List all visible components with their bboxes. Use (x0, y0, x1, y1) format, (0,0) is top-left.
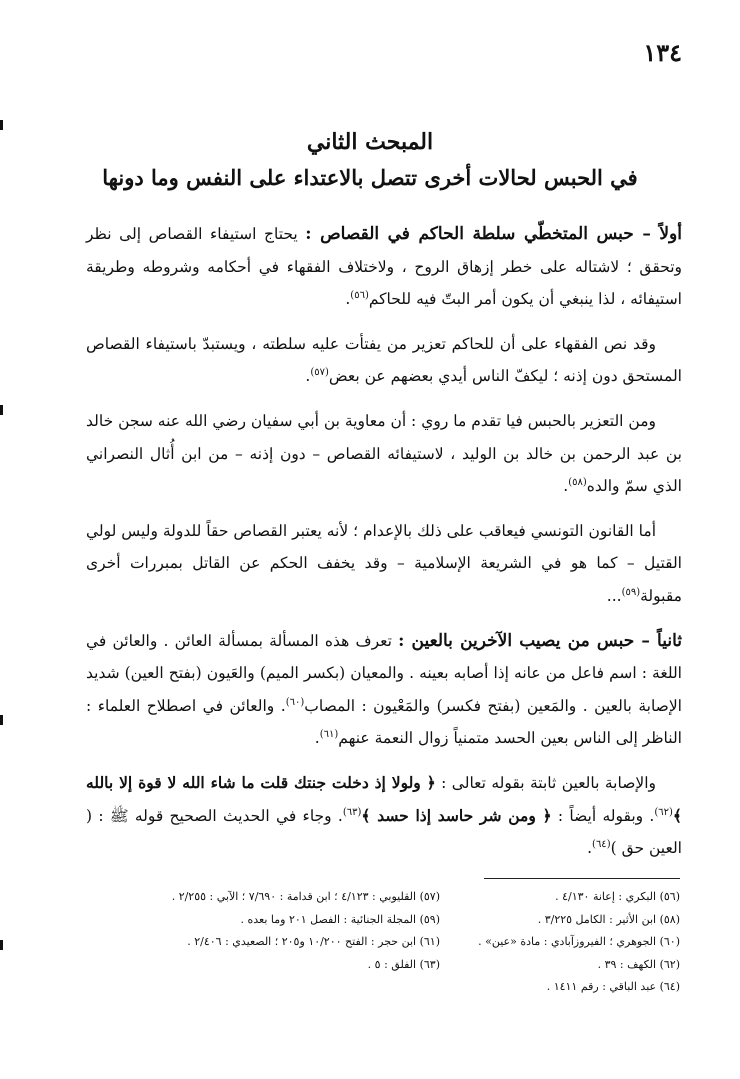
footnote-row (86, 886, 680, 909)
paragraph-1 (86, 218, 682, 316)
paragraph-5-heading: ثانياً – حبس من يصيب الآخرين بالعين : (398, 630, 682, 651)
quran-quote-2: ﴿ ومن شر حاسد إذا حسد ﴾ (361, 805, 552, 825)
quran-quote-1: ﴿ ولولا إذ دخلت جنتك قلت ما شاء الله لا قوة إلا بالله ﴾ (86, 772, 682, 825)
footnote-61: (٦١) ابن حجر : الفتح ١٠/٢٠٠ و٢٠٥ ؛ الصعيدي : ٢/٤٠٦ . (187, 935, 440, 948)
paragraph-5-body: تعرف هذه المسألة بمسألة العائن . والعائن في اللغة : اسم فاعل من عانه إذا أصابه بعينه . والمعيان (بكسر الميم) والعَيون (بفتح العين) شديد الإصابة بالعين . والمَعين (بفتح فكسر) والمَعْيون : المصاب (86, 631, 682, 715)
footnote-ref: (٦٠) (285, 696, 305, 708)
footnote-ref: (٦١) (319, 729, 339, 741)
section-title-line-2: في الحبس لحالات أخرى تتصل بالاعتداء على النفس وما دونها (102, 165, 638, 190)
paragraph-4-body: أما القانون التونسي فيعاقب على ذلك بالإعدام ؛ لأنه يعتبر القصاص حقاً للدولة وليس لولي القتيل – كما هو في الشريعة الإسلامية – وقد يخفف الحكم عن القاتل بمبررات أخرى مقبولة (86, 521, 682, 605)
footnote-ref: (٥٧) (310, 367, 329, 379)
paragraph-6-end: . (587, 839, 593, 858)
footnote-64: (٦٤) عبد الباقي : رقم ١٤١١ . (546, 980, 680, 993)
footnote-63: (٦٣) الفلق : ٥ . (367, 957, 440, 971)
scan-edge-mark (0, 120, 3, 130)
paragraph-2-end: . (305, 367, 311, 386)
paragraph-6 (86, 767, 682, 865)
footnote-58: (٥٨) ابن الأثير : الكامل ٣/٢٢٥ . (537, 912, 680, 926)
footnote-row (86, 954, 680, 977)
footnote-row (86, 931, 680, 954)
footnote-row (86, 976, 680, 999)
page-number: ١٣٤ (643, 38, 682, 67)
footnote-ref: (٥٩) (621, 586, 641, 598)
paragraph-4 (86, 515, 682, 613)
scan-edge-mark (0, 715, 3, 725)
footnote-ref: (٥٨) (568, 477, 587, 488)
paragraph-1-heading: أولاً – حبس المتخطّي سلطة الحاكم في القصاص : (305, 224, 682, 244)
paragraph-6-text-c: . وجاء في الحديث الصحيح قوله ﷺ : ( العين حق ) (86, 806, 682, 858)
paragraph-2 (86, 328, 682, 393)
footnote-57: (٥٧) القليوبي : ٤/١٢٣ ؛ ابن قدامة : ٧/٦٩٠ ؛ الآبي : ٢/٢٥٥ . (171, 890, 440, 903)
paragraph-5-end: . (314, 729, 320, 748)
footnote-ref: (٥٦) (350, 290, 369, 302)
footnote-row (86, 909, 680, 932)
paragraph-3 (86, 405, 682, 503)
footnotes (86, 886, 680, 999)
footnote-60: (٦٠) الجوهري ؛ الفيروزآبادي : مادة «عين» . (478, 935, 680, 948)
paragraph-5 (86, 625, 682, 755)
paragraph-2-body: وقد نص الفقهاء على أن للحاكم تعزير من يفتأت عليه سلطته ، ويستبدّ باستيفاء القصاص المستحق دون إذنه ؛ ليكفّ الناس أيدي بعضهم عن بعض (86, 334, 682, 386)
scan-edge-mark (0, 405, 3, 415)
footnote-ref: (٦٤) (592, 838, 611, 850)
footnote-59: (٥٩) المجلة الجنائية : الفصل ٢٠١ وما بعده . (240, 912, 440, 926)
footnote-divider (484, 878, 680, 879)
scan-edge-mark (0, 940, 3, 950)
paragraph-6-text-b: . وبقوله أيضاً : (551, 806, 655, 825)
paragraph-3-end: . (563, 477, 569, 496)
main-text (86, 218, 682, 877)
paragraph-1-body: يحتاج استيفاء القصاص إلى نظر وتحقق ؛ لاشتاله على خطر إزهاق الروح ، ولاختلاف الفقهاء في أحكامه وشروطه وطريقة استيفائه ، لذا ينبغي أن يكون أمر البتّ فيه للحاكم (86, 225, 682, 309)
section-title (60, 125, 680, 197)
paragraph-6-text-a: والإصابة بالعين ثابتة بقوله تعالى : (435, 773, 656, 792)
footnote-62: (٦٢) الكهف : ٣٩ . (597, 957, 680, 971)
footnote-ref: (٦٣) (342, 806, 362, 818)
paragraph-3-body: ومن التعزير بالحبس فيا تقدم ما روي : أن معاوية بن أبي سفيان رضي الله عنه سجن خالد بن عبد الرحمن بن خالد بن الوليد ، لاستيفائه القصاص – دون إذنه – من ابن أُثال النصراني الذي سمّ والده (86, 411, 682, 496)
footnote-ref: (٦٢) (654, 806, 673, 818)
footnote-56: (٥٦) البكري : إعانة ٤/١٣٠ . (555, 890, 680, 903)
paragraph-1-end: . (345, 290, 351, 309)
paragraph-5-mid: . والعائن في اصطلاح العلماء : الناظر إلى الناس بعين الحسد متمنياً زوال النعمة عنهم (86, 696, 682, 748)
footnote-empty (86, 976, 440, 999)
paragraph-4-end: ... (606, 586, 622, 605)
section-title-line-1: المبحث الثاني (306, 129, 434, 155)
